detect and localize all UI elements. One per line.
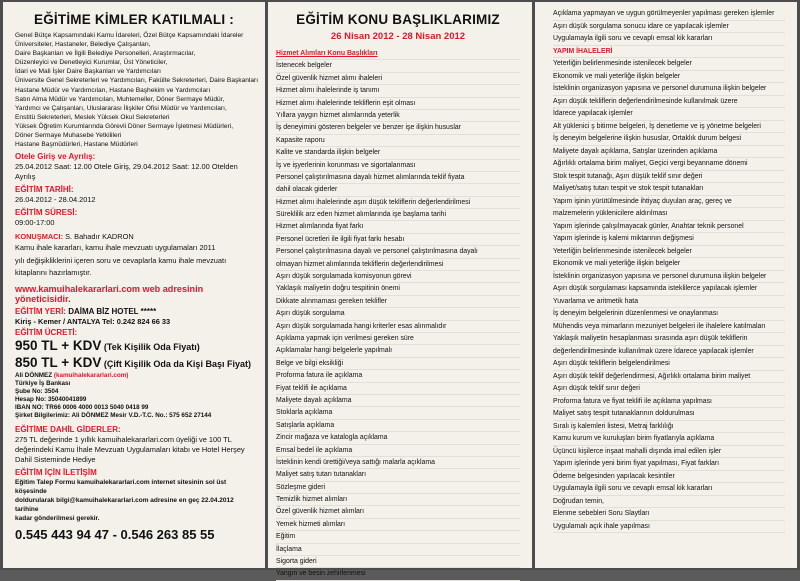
account-site: (kamuihalekararlari.com) (52, 371, 129, 379)
topic-item: değerlendirilmesinde kullanılmak üzere İdarece yapılacak işlemler (553, 346, 785, 359)
included-line: 275 TL değerinde 1 yıllık kamuihalekararlari.com üyeliği ve 100 TL (15, 434, 232, 444)
topic-item: Elenme sebebleri Soru Slaytları (553, 508, 785, 521)
topic-item: Üçüncü kişilerce inşaat mahalli dışında imal edilen işler (553, 446, 785, 459)
topic-item: Proforma fatura ve fiyat teklifi ile açıklama yapılması (553, 396, 785, 409)
topic-item: Özel güvenlik hizmet alımı ihaleleri (276, 73, 520, 85)
topic-item: Kamu kurum ve kuruluşları birim fiyatlarıyla açıklama (553, 433, 785, 446)
topic-item: Aşırı düşük tekliflerin belgelendirilmesi (553, 358, 785, 371)
topic-item: Maliyet satış tespit tutanaklarının doldurulması (553, 408, 785, 421)
topic-item: Proforma fatura ile açıklama (276, 370, 520, 382)
included-text (15, 435, 253, 465)
price-single-amount: 950 TL + KDV (15, 337, 102, 353)
price-double-note: (Çift Kişilik Oda da Kişi Başı Fiyat) (101, 358, 251, 369)
panel-topics (268, 2, 532, 578)
participant-line: Üniversiteler, Hastaneler, Belediye Çalışanları, (15, 41, 151, 49)
topic-item: Personel çalıştırılmasına dayalı ve personel çalıştırılmasına dayalı (276, 246, 520, 258)
topic-item: Hizmet alımlarında fiyat farkı (276, 221, 520, 233)
topic-item: Ekonomik ve mali yeterliğe ilişkin belgeler (553, 258, 785, 271)
topic-item: İlaçlama (276, 544, 520, 556)
topic-item: Stoklarla açıklama (276, 407, 520, 419)
topic-item: Personel ücretleri ile ilgili fiyat farkı hesabı (276, 234, 520, 246)
description-line: kitaplarını hazırlamıştır. (15, 268, 92, 278)
topic-item: Aşırı düşük teklif değerlendirmesi, Ağırlıklı ortalama birim maliyet (553, 371, 785, 384)
topic-item: Uygulamayla ilgili soru ve cevaplı emsal kik kararları (553, 33, 785, 46)
topic-item: Mühendis veya mimarların mezuniyet belgeleri ile ihalelere katılmaları (553, 321, 785, 334)
bank-details (15, 380, 253, 420)
topic-item: İsteklinin organizasyon yapısına ve personel durumuna ilişkin belgeler (553, 271, 785, 284)
participant-line: Genel Bütçe Kapsamındaki Kamu İdareleri, Özel Bütçe Kapsamındaki İdareler (15, 32, 244, 39)
topic-item: Yapım işinin yürütülmesinde ihtiyaç duyulan araç, gereç ve (553, 196, 785, 209)
topic-item: Yapım işlerinde yeni birim fiyat yapılması, Fiyat farkları (553, 458, 785, 471)
venue-name: DAİMA BİZ HOTEL ***** (65, 306, 157, 316)
participants-title: EĞİTİME KİMLER KATILMALI : (34, 12, 234, 27)
participant-line: Düzenleyici ve Denetleyici Kurumlar, Üst Yöneticiler, (15, 59, 168, 67)
fee-heading: EĞİTİM ÜCRETİ: (15, 327, 78, 337)
bank-line: Türkiye İş Bankası (15, 379, 71, 387)
contact-line: doldurularak bilgi@kamuihalekararlari.com adresine en geç 22.04.2012 tarihine (15, 496, 234, 513)
topic-item: Fiyat teklifi ile açıklama (276, 383, 520, 395)
contact-line: Eğitim Talep Formu kamuihalekararlari.com internet sitesinin sol üst köşesinde (15, 478, 227, 495)
topic-item: Sözleşme gideri (276, 482, 520, 494)
price-double (15, 355, 253, 372)
topic-item: Açıklamalar hangi belgelerle yapılmalı (276, 345, 520, 357)
topic-item: Uygulamayla ilgili soru ve cevaplı emsal kik kararları (553, 483, 785, 496)
topic-item: Süreklilik arz eden hizmet alımlarında işe başlama tarihi (276, 209, 520, 221)
topic-item: olmayan hizmet alımlarında tekliflerin değerlendirilmesi (276, 259, 520, 271)
participant-line: Üniversite Genel Sekreterleri ve Yardımcıları, Fakülte Sekreterleri, Daire Başkanları (15, 77, 259, 85)
panel-topics-continued (535, 2, 797, 568)
duration-value: 09:00-17:00 (15, 218, 55, 228)
topic-item: Maliyete dayalı açıklama (276, 395, 520, 407)
website-note: www.kamuihalekararlari.com web adresinin yöneticisidir. (15, 283, 204, 304)
section-heading: YAPIM İHALELERİ (553, 46, 785, 59)
topic-item: Kapasite raporu (276, 135, 520, 147)
topic-item: Yeterliğin belirlenmesinde istenilecek belgeler (553, 58, 785, 71)
duration-heading: EĞİTİM SÜRESİ: (15, 208, 78, 218)
account-holder (15, 372, 253, 380)
participant-line: Enstitü Sekreterleri, Meslek Yüksek Okul Sekreterleri (15, 113, 170, 121)
panel-participants (3, 2, 265, 568)
topics-list (276, 48, 520, 581)
contact-text (15, 478, 253, 523)
topic-item: Açıklama yapmayan ve uygun görülmeyenler yapılması gereken işlemler (553, 8, 785, 21)
topic-item: Dikkate alınmaması gereken teklifler (276, 296, 520, 308)
price-single (15, 338, 253, 355)
topic-item: Yapım işlerinde iş kalemi miktarının değişmesi (553, 233, 785, 246)
section-heading: Hizmet Alımları Konu Başlıkları (276, 48, 520, 60)
topic-item: Hizmet alımı ihalelerinde tekliflerin eşit olması (276, 98, 520, 110)
topic-item: Yuvarlama ve aritmetik hata (553, 296, 785, 309)
topic-item: Yaklaşık maliyetin doğru tespitinin önemi (276, 283, 520, 295)
topic-item: Emsal bedel ile açıklama (276, 445, 520, 457)
included-line: değerindeki Kamu İhale Mevzuatı Uygulamaları kitabı ve Hotel Herşey (15, 444, 245, 454)
checkin-heading: Otele Giriş ve Ayrılış: (15, 152, 96, 162)
topic-item: Uygulamalı açık ihale yapılması (553, 521, 785, 534)
topics-dates: 26 Nisan 2012 - 28 Nisan 2012 (330, 31, 466, 42)
participant-line: Yardımcı ve Çalışanları, Uluslararası İlişkiler Ofisi Müdür ve Yardımcıları, (15, 104, 227, 112)
speaker-name: S. Bahadır KADRON (63, 232, 134, 242)
topic-item: İsteklinin kendi ürettiği/veya sattığı malarla açıklama (276, 457, 520, 469)
topic-item: Sıralı iş kalemleri listesi, Metraj farklılığı (553, 421, 785, 434)
topic-item: Belge ve bilgi eksikliği (276, 358, 520, 370)
topic-item: Özel güvenlik hizmet alımları (276, 506, 520, 518)
contact-line: kadar gönderilmesi gerekir. (15, 514, 100, 522)
price-double-amount: 850 TL + KDV (15, 354, 102, 370)
participant-line: Döner Sermaye Muhasebe Yetkilileri (15, 132, 122, 140)
topic-item: Aşırı düşük sorgulaması kapsamında isteklilerce yapılacak işlemler (553, 283, 785, 296)
included-line: Dahil Sisteminde Hediye (15, 454, 96, 464)
topic-item: Aşırı düşük sorgulama sonucu idare ce yapılacak işlemler (553, 21, 785, 34)
topic-item: İstenecek belgeler (276, 60, 520, 72)
price-single-note: (Tek Kişilik Oda Fiyatı) (101, 341, 200, 352)
topic-item: İş ve işyerlerinin korunması ve sigortalanması (276, 160, 520, 172)
topic-item: Yapım işlerinde çalışılmayacak günler, Anahtar teknik personel (553, 221, 785, 234)
topic-item: Personel çalıştırılmasına dayalı hizmet alımlarında teklif fiyata (276, 172, 520, 184)
topic-item: Doğrudan temin, (553, 496, 785, 509)
topic-item: İş deneyimini gösteren belgeler ve benzer işe ilişkin hususlar (276, 122, 520, 134)
description-line: Kamu ihale kararları, kamu ihale mevzuatı uygulamaları 2011 (15, 243, 216, 253)
topic-item: İsteklinin organizasyon yapısına ve personel durumuna ilişkin belgeler (553, 83, 785, 96)
topic-item: Aşırı düşük sorgulama (276, 308, 520, 320)
topic-item: Kalite ve standarda ilişkin belgeler (276, 147, 520, 159)
phone-numbers: 0.545 443 94 47 - 0.546 263 85 55 (15, 526, 215, 542)
topic-item: Alt yüklenici ş bitirme belgeleri, İş denetleme ve iş yönetme belgeleri (553, 121, 785, 134)
topic-item: Eğitim (276, 531, 520, 543)
date-value: 26.04.2012 - 28.04.2012 (15, 195, 96, 205)
topic-item: Maliyet/satış tutarı tespit ve stok tespit tutanakları (553, 183, 785, 196)
bank-line: Şirket Bilgilerimiz: Ali DÖNMEZ Mesir V.D.-T.C. No.: 575 652 27144 (15, 411, 212, 419)
topic-item: Temizlik hizmet alımları (276, 494, 520, 506)
topic-item: Ekonomik ve mali yeterliğe ilişkin belgeler (553, 71, 785, 84)
topic-item: Açıklama yapmak için verilmesi gereken süre (276, 333, 520, 345)
participant-line: Hastane Müdür ve Yardımcıları, Hastane Başhekim ve Yardımcıları (15, 86, 211, 94)
bank-line: Hesap No: 35040041899 (15, 395, 87, 403)
participant-line: Yüksek Öğretim Kurumlarında Görevli Döner Sermaye İşletmesi Müdürleri, (15, 122, 234, 130)
topic-item: Yangın ve besin zehirlenmesi (276, 568, 520, 580)
speaker-label: KONUŞMACI: (15, 232, 64, 242)
date-heading: EĞİTİM TARİHİ: (15, 185, 74, 195)
topic-item: Ağırlıklı ortalama birim maliyet, Geçici vergi beyanname dönemi (553, 158, 785, 171)
topics-title: EĞİTİM KONU BAŞLIKLARIMIZ (296, 12, 500, 27)
topic-item: Stok tespit tutanağı, Aşırı düşük teklif sınır değeri (553, 171, 785, 184)
venue-label: EĞİTİM YERİ: (15, 306, 66, 316)
checkin-value: 25.04.2012 Saat: 12.00 Otele Giriş, 29.04.2012 Saat: 12.00 Otelden Ayrılış (15, 162, 238, 182)
topics-list-continued (553, 8, 785, 533)
topic-item: Yeterliğin belirlenmesinde istenilecek belgeler (553, 246, 785, 259)
topic-item: dahil olacak giderler (276, 184, 520, 196)
topic-item: Zincir mağaza ve katalogla açıklama (276, 432, 520, 444)
participant-line: Hastane Başmüdürleri, Hastane Müdürleri (15, 141, 138, 149)
topic-item: Aşırı düşük teklif sınır değeri (553, 383, 785, 396)
account-name: Ali DÖNMEZ (15, 371, 53, 379)
topic-item: Ödeme belgesinden yapılacak kesintiler (553, 471, 785, 484)
included-heading: EĞİTİME DAHİL GİDERLER: (15, 424, 121, 434)
topic-item: Aşırı düşük sorgulamada komisyonun görevi (276, 271, 520, 283)
description-line: yılı değişikliklerini içeren soru ve cevaplarla kamu ihale mevzuatı (15, 255, 227, 265)
topic-item: İdarece yapılacak işlemler (553, 108, 785, 121)
topic-item: malzemelerin yüklenicilere aldırılması (553, 208, 785, 221)
participant-line: Satın Alma Müdür ve Yardımcıları, Muhtemeller, Döner Sermaye Müdür, (15, 95, 225, 103)
bank-line: IBAN NO: TR66 0006 4000 0013 5040 0418 99 (15, 403, 149, 411)
venue-line (15, 307, 253, 317)
participant-line: İdari ve Mali İşler Daire Başkanları ve Yardımcıları (15, 68, 161, 76)
topic-item: İş deneyim belgelerinin düzenlenmesi ve onaylanması (553, 308, 785, 321)
speaker-line (15, 232, 253, 242)
topic-item: Sigorta gideri (276, 556, 520, 568)
topic-item: Hizmet alımı ihalelerinde iş tanımı (276, 85, 520, 97)
bank-line: Şube No: 3504 (15, 387, 59, 395)
topic-item: Aşırı düşük sorgulamada hangi kriterler esas alınmalıdır (276, 321, 520, 333)
participants-list (15, 31, 259, 149)
topic-item: Maliyete dayalı açıklama, Satışlar üzerinden açıklama (553, 146, 785, 159)
topic-item: Hizmet alımı ihalelerinde aşırı düşük tekliflerin değerlendirilmesi (276, 197, 520, 209)
participant-line: Daire Başkanları ve İlgili Belediye Personelleri, Araştırmacılar, (15, 50, 196, 58)
venue-address: Kiriş - Kemer / ANTALYA Tel: 0.242 824 66 33 (15, 316, 171, 326)
topic-item: Yıllara yaygın hizmet alımlarında yeterlik (276, 110, 520, 122)
topic-item: Yaklaşık maliyetin hesaplanması sırasında aşırı düşük tekliflerin (553, 333, 785, 346)
topic-item: Maliyet satış tutarı tutanakları (276, 469, 520, 481)
contact-heading: EĞİTİM İÇİN İLETİŞİM (15, 467, 97, 477)
topic-item: Yemek hizmeti alımları (276, 519, 520, 531)
topic-item: Aşırı düşük tekliflerin değerlendirilmesinde kullanılmak üzere (553, 96, 785, 109)
topic-item: Satışlarla açıklama (276, 420, 520, 432)
speaker-description (15, 242, 253, 280)
topic-item: İş deneyim belgelerine ilişkin hususlar, Ortaklık durum belgesi (553, 133, 785, 146)
